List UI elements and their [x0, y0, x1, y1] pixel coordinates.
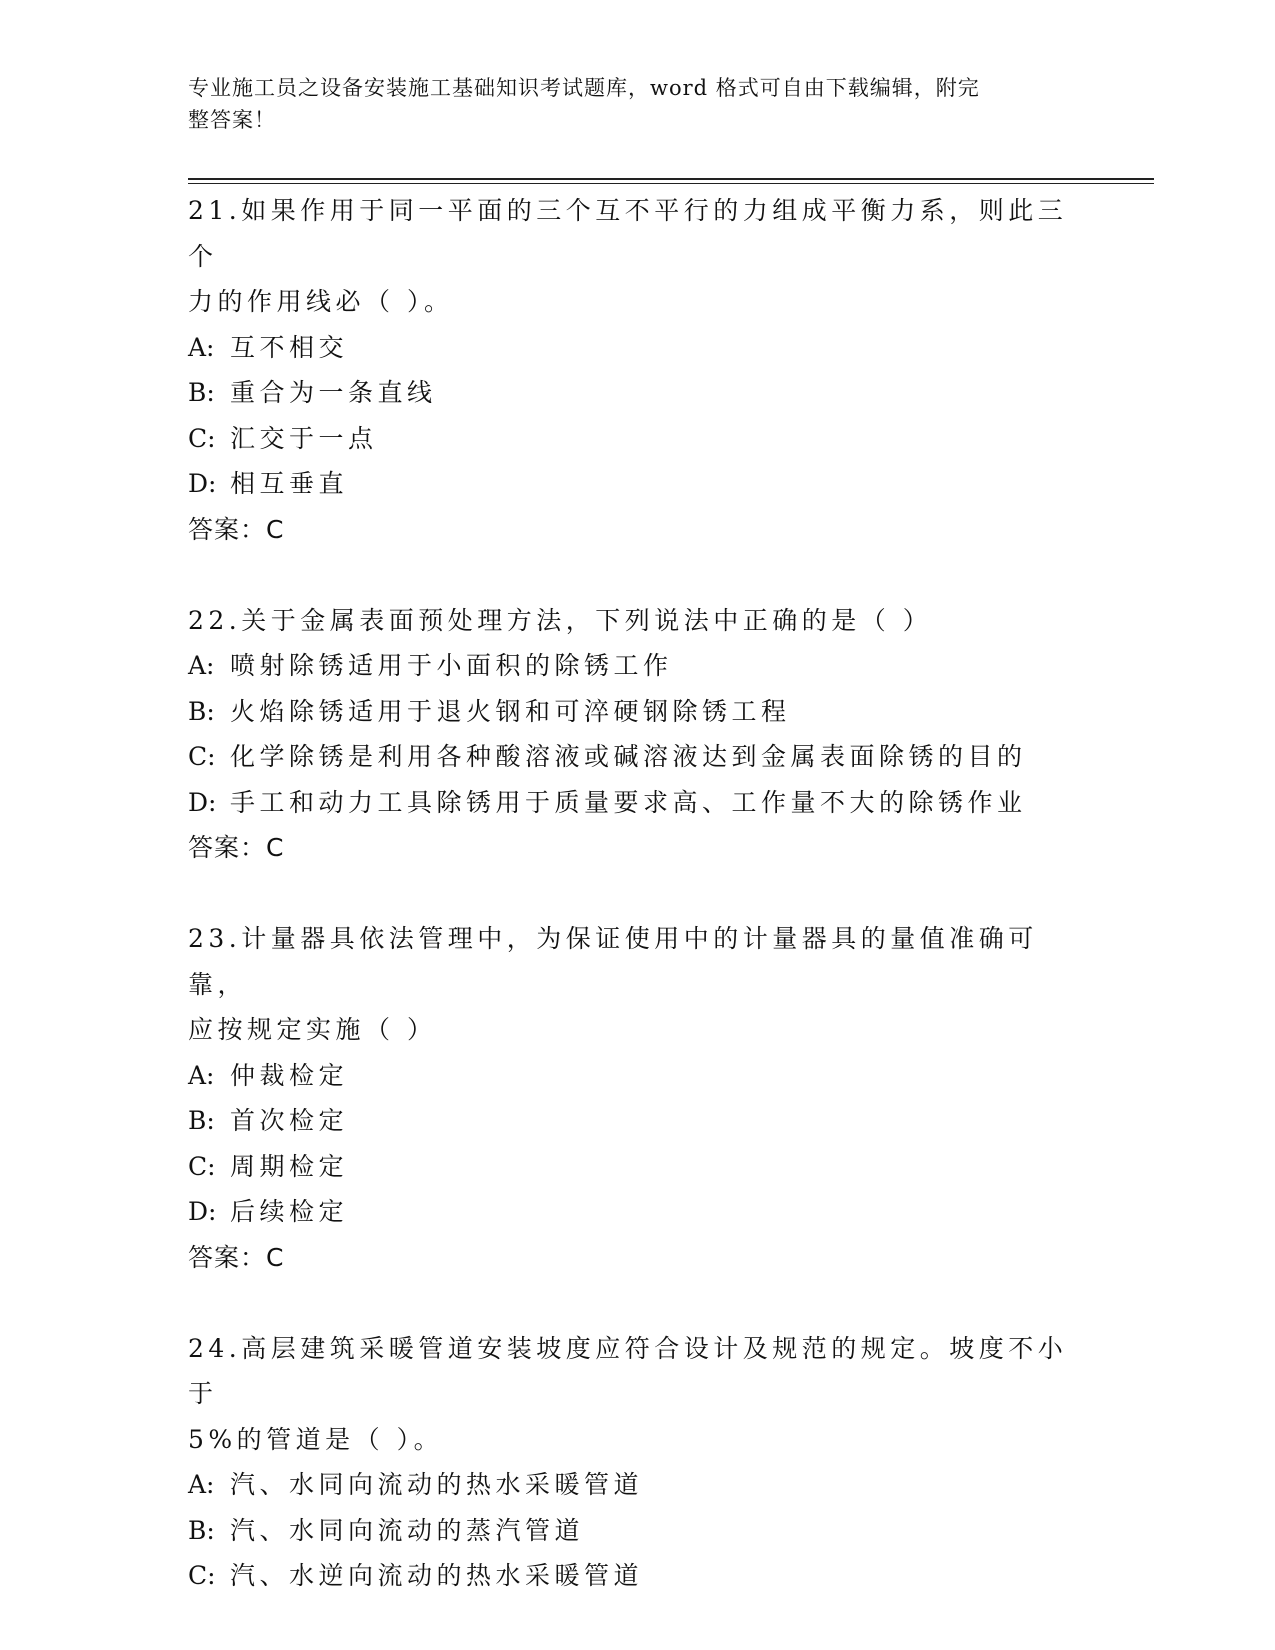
option-key: D: [188, 787, 217, 817]
option-c [188, 416, 1088, 462]
option-d [188, 780, 1088, 826]
option-b [188, 689, 1088, 735]
question-spacer [188, 552, 1088, 598]
question-stem: 24.高层建筑采暖管道安装坡度应符合设计及规范的规定。坡度不小于 [188, 1333, 1068, 1408]
option-d [188, 1189, 1088, 1235]
header-divider-thick [188, 178, 1154, 180]
option-text: 互不相交 [230, 332, 349, 362]
option-text: 手工和动力工具除锈用于质量要求高、工作量不大的除锈作业 [230, 787, 1027, 817]
answer-line: 答案：C [188, 833, 285, 862]
header-divider-thin [188, 183, 1154, 184]
question-23 [188, 916, 1088, 1280]
option-key: D: [188, 469, 217, 498]
option-key: B: [188, 378, 215, 407]
answer-line: 答案：C [188, 514, 285, 544]
question-list [188, 188, 1088, 1599]
question-stem: 23.计量器具依法管理中，为保证使用中的计量器具的量值准确可靠， [188, 924, 1038, 999]
document-header [188, 72, 1068, 136]
option-a [188, 1053, 1088, 1099]
question-stem-continued: 应按规定实施（ ） [188, 1015, 437, 1044]
option-key: B: [188, 696, 215, 726]
option-text: 汽、水逆向流动的热水采暖管道 [230, 1561, 644, 1590]
question-stem: 21.如果作用于同一平面的三个互不平行的力组成平衡力系，则此三个 [188, 196, 1068, 271]
option-text: 汇交于一点 [230, 423, 378, 453]
option-a [188, 1462, 1088, 1508]
option-key: A: [188, 332, 215, 362]
answer-line: 答案：C [188, 1242, 285, 1272]
option-text: 首次检定 [230, 1106, 349, 1135]
option-key: C: [188, 1151, 216, 1181]
question-21 [188, 188, 1088, 552]
question-spacer [188, 1280, 1088, 1326]
option-a [188, 643, 1088, 689]
option-text: 相互垂直 [230, 469, 349, 498]
option-c [188, 1144, 1088, 1190]
option-text: 汽、水同向流动的蒸汽管道 [230, 1515, 585, 1545]
header-line-1: 专业施工员之设备安装施工基础知识考试题库，word 格式可自由下载编辑，附完 [188, 76, 980, 100]
option-c [188, 734, 1088, 780]
option-c [188, 1553, 1088, 1599]
option-text: 周期检定 [230, 1151, 349, 1181]
option-key: B: [188, 1106, 215, 1135]
option-key: D: [188, 1197, 217, 1226]
question-stem: 22.关于金属表面预处理方法，下列说法中正确的是（ ） [188, 605, 933, 635]
option-text: 汽、水同向流动的热水采暖管道 [230, 1470, 644, 1499]
option-a [188, 325, 1088, 371]
option-key: C: [188, 742, 216, 771]
option-d [188, 461, 1088, 507]
option-text: 火焰除锈适用于退火钢和可淬硬钢除锈工程 [230, 696, 791, 726]
option-text: 化学除锈是利用各种酸溶液或碱溶液达到金属表面除锈的目的 [230, 742, 1027, 771]
option-b [188, 370, 1088, 416]
question-spacer [188, 871, 1088, 917]
question-stem-continued: 5%的管道是（ ）。 [188, 1424, 444, 1454]
question-22 [188, 598, 1088, 871]
option-key: A: [188, 1060, 215, 1090]
option-text: 后续检定 [230, 1197, 349, 1226]
question-stem-continued: 力的作用线必（ ）。 [188, 287, 454, 316]
option-text: 重合为一条直线 [230, 378, 437, 407]
option-text: 仲裁检定 [230, 1060, 349, 1090]
option-key: A: [188, 1470, 215, 1499]
question-24 [188, 1326, 1088, 1599]
option-key: C: [188, 423, 216, 453]
option-key: A: [188, 651, 215, 680]
option-b [188, 1508, 1088, 1554]
option-b [188, 1098, 1088, 1144]
option-key: C: [188, 1561, 216, 1590]
option-key: B: [188, 1515, 215, 1545]
header-line-2: 整答案！ [188, 108, 276, 132]
option-text: 喷射除锈适用于小面积的除锈工作 [230, 651, 673, 680]
